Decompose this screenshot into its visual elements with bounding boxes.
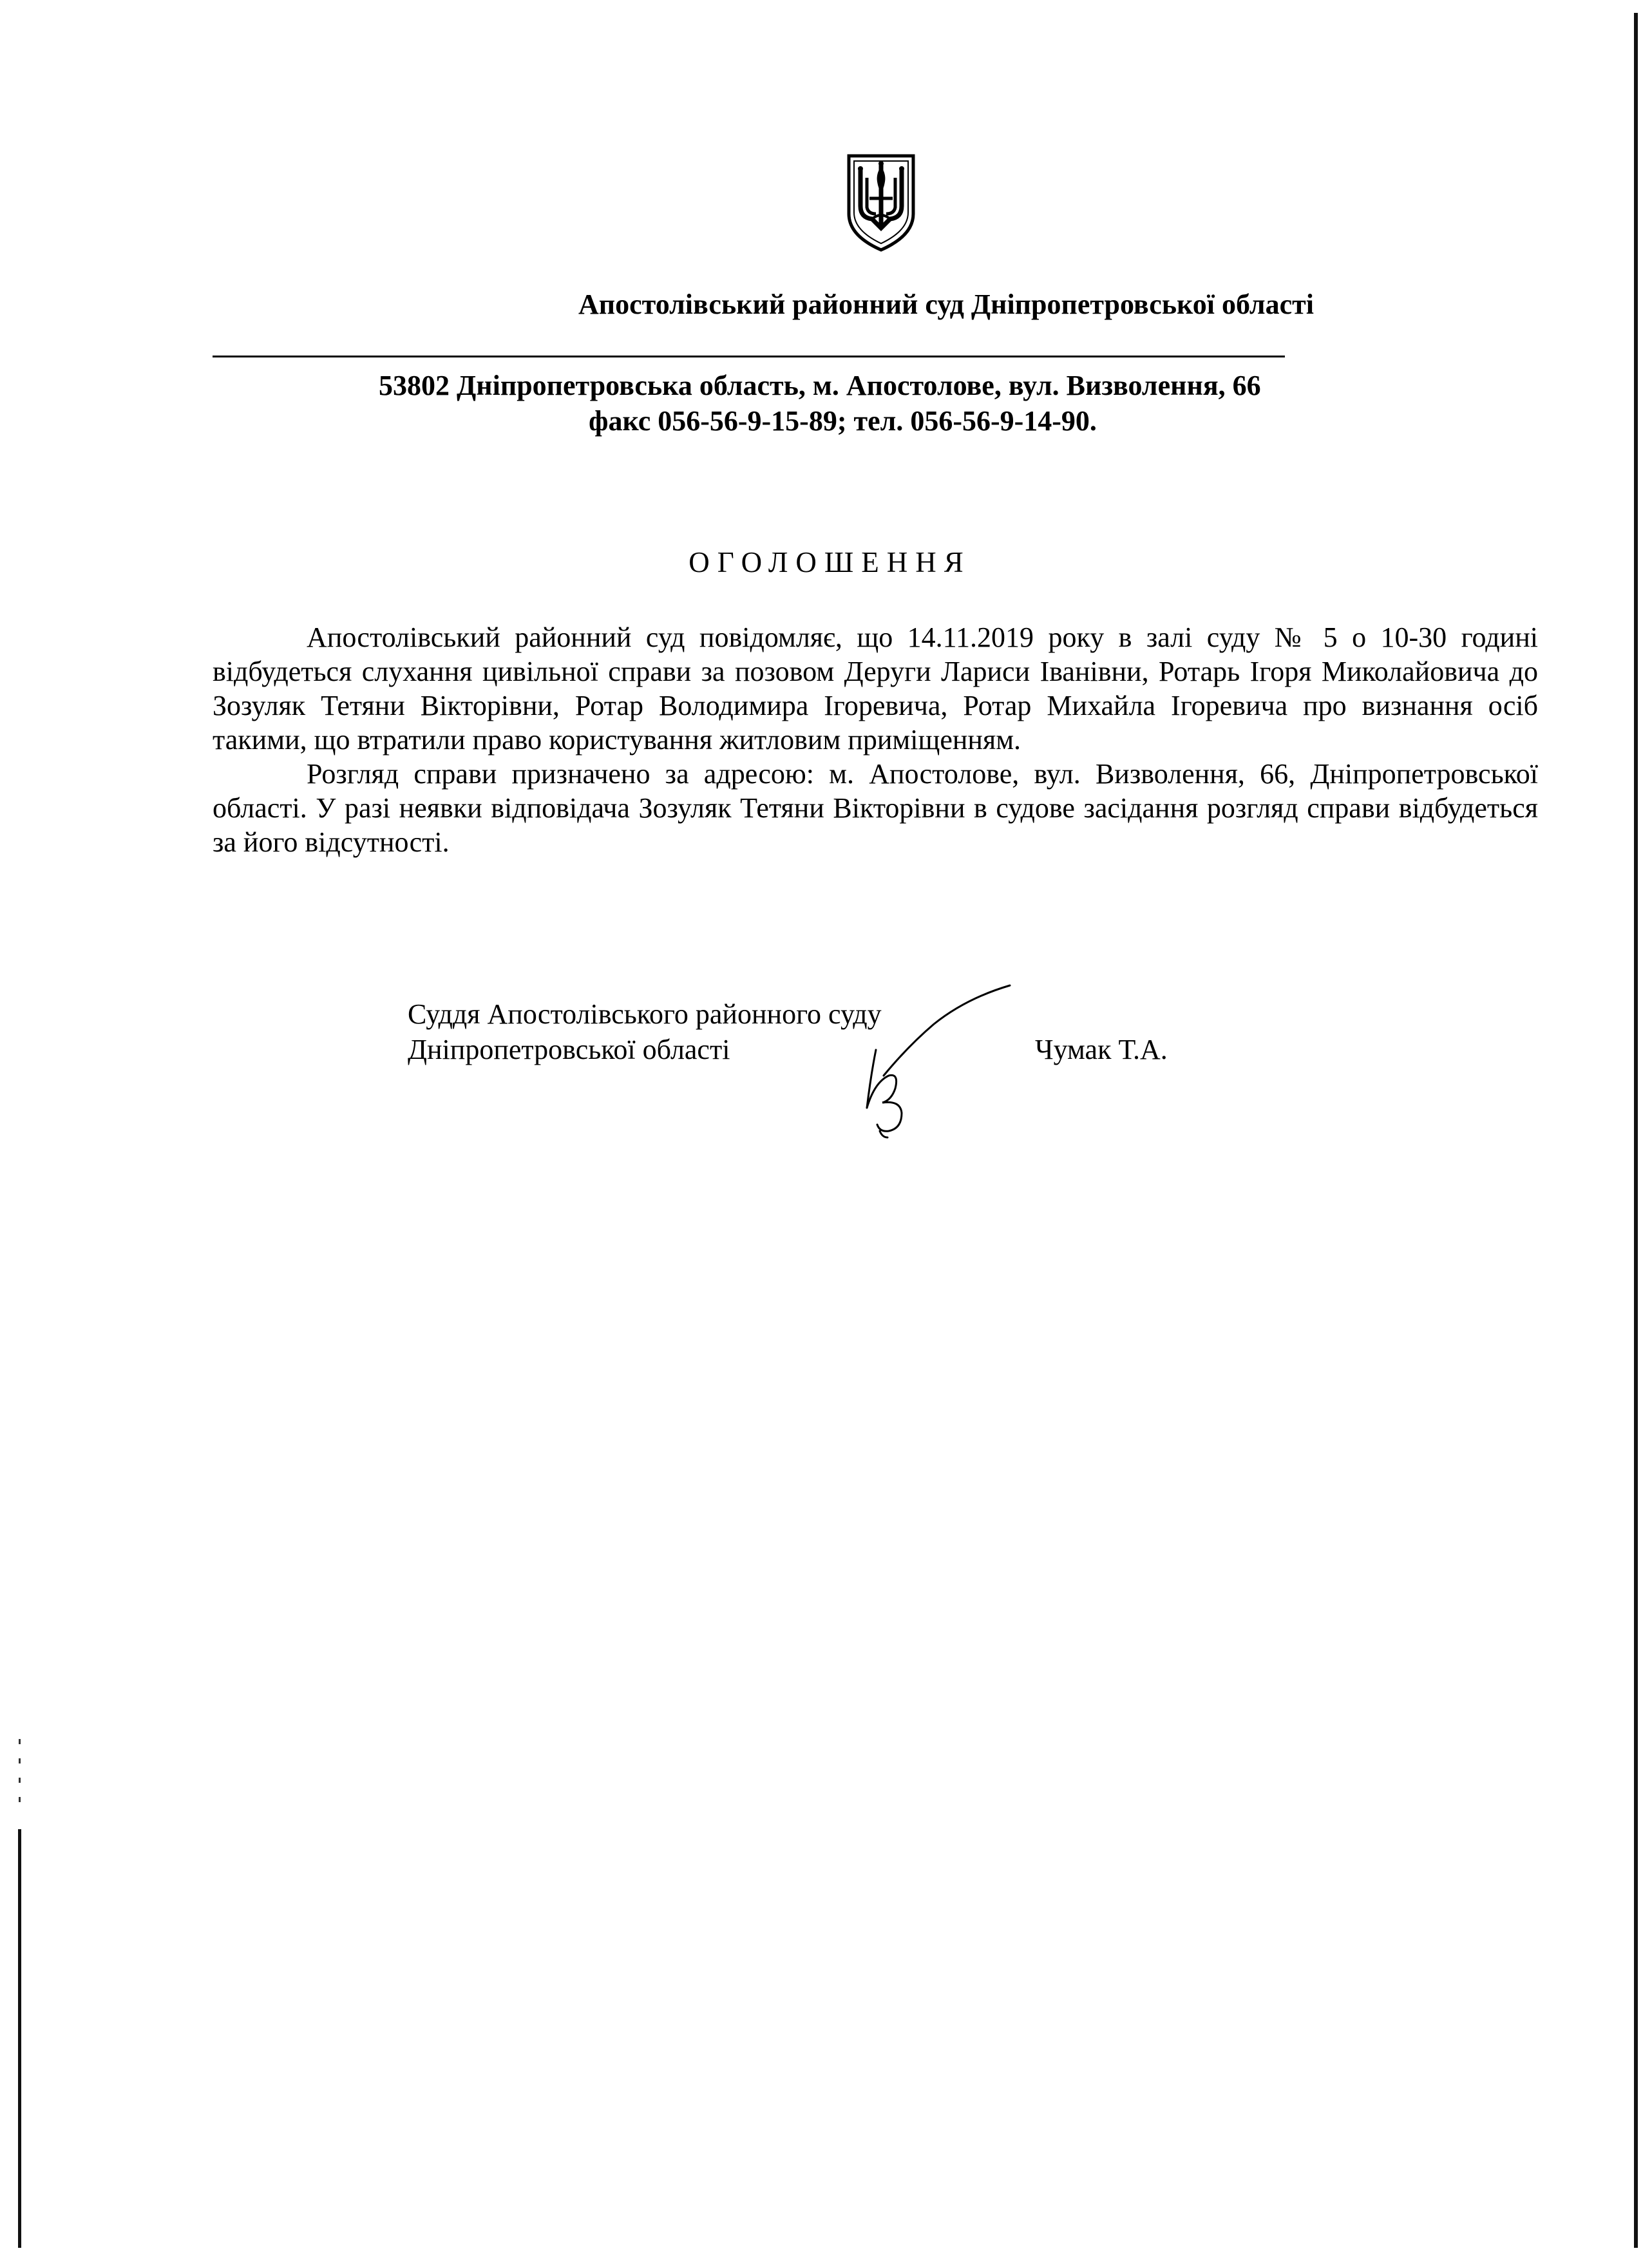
announcement-paragraph-1: Апостолівський районний суд повідомляє, що 14.11.2019 року в залі суду № 5 о 10-30 годині відбудеться слухання цивільної справи за позовом Деруги Лариси Іванівни, Ротарь Ігоря Миколайовича до Зозуляк Тетяни Вікторівни, Ротар Володимира Ігоревича, Ротар Михайла Ігоревича про визнання осіб такими, що втратили право користування житловим приміщенням. <box>213 622 1538 756</box>
scan-edge-left <box>18 1829 21 2248</box>
header-divider <box>213 356 1285 357</box>
scan-edge-right <box>1634 13 1638 2248</box>
court-contacts: факс 056-56-9-15-89; тел. 056-56-9-14-90. <box>589 405 1097 437</box>
scan-edge-left-dots <box>19 1739 21 1816</box>
document-title: ОГОЛОШЕННЯ <box>688 546 971 578</box>
handwritten-signature-icon <box>837 979 1024 1140</box>
announcement-body <box>213 620 1538 859</box>
coat-of-arms-icon <box>844 152 918 252</box>
signature-position-line-2: Дніпропетровської області <box>408 1034 730 1065</box>
signature-position <box>408 996 882 1067</box>
court-address: 53802 Дніпропетровська область, м. Апостолове, вул. Визволення, 66 <box>379 370 1261 401</box>
announcement-paragraph-2: Розгляд справи призначено за адресою: м. Апостолове, вул. Визволення, 66, Дніпропетровської області. У разі неявки відповідача Зозуляк Тетяни Вікторівни в судове засідання розгляд справи відбудеться за його відсутності. <box>213 758 1538 858</box>
court-name: Апостолівський районний суд Дніпропетровської області <box>578 289 1314 320</box>
judge-name: Чумак Т.А. <box>1035 1034 1168 1065</box>
signature-position-line-1: Суддя Апостолівського районного суду <box>408 998 882 1030</box>
